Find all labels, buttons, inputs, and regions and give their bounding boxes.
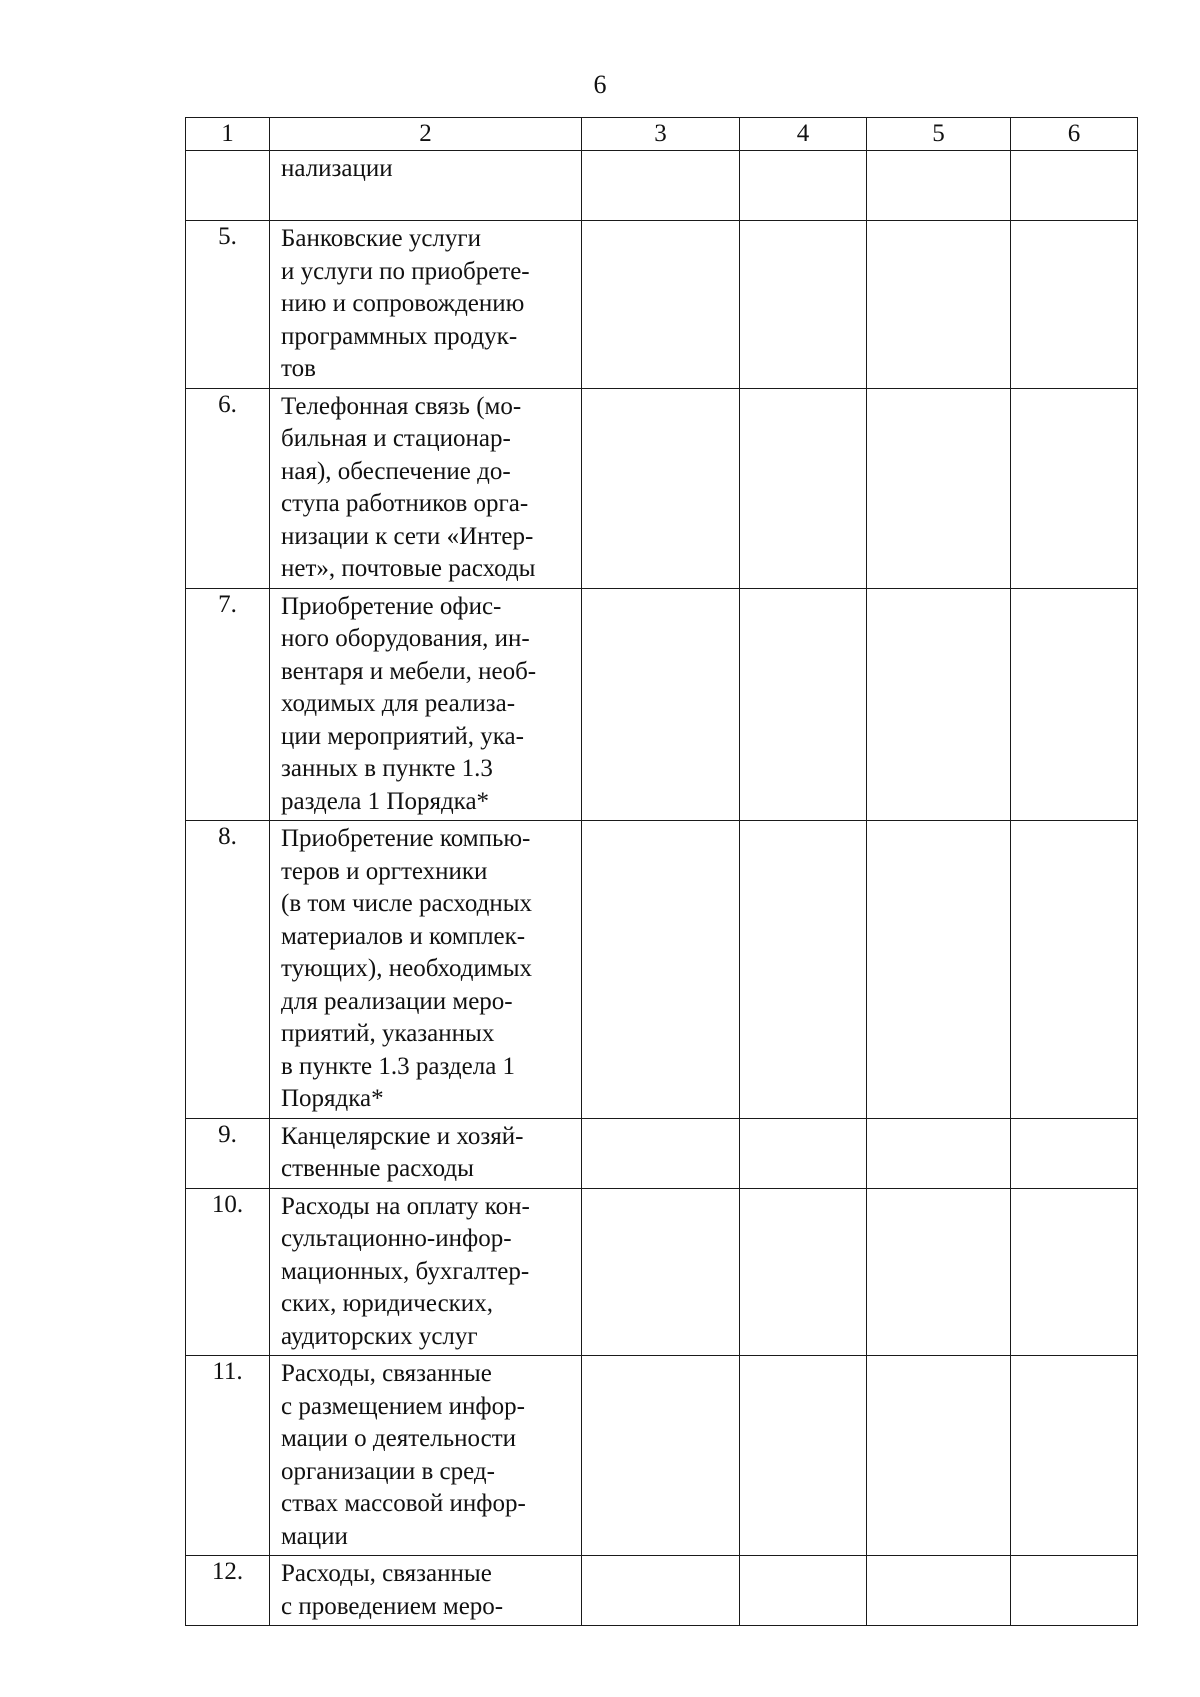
description-line: Приобретение офис- [281,592,502,620]
empty-cell-col-4 [740,151,867,221]
description-line: и услуги по приобрете- [281,257,530,285]
empty-cell-col-5 [867,1118,1011,1188]
empty-cell-col-5 [867,388,1011,588]
empty-cell-col-6 [1011,1118,1138,1188]
description-line: мации о деятельности [281,1425,516,1452]
expense-description [270,1556,582,1626]
description-line: Расходы, связанные [281,1360,492,1387]
description-line: для реализации меро- [281,987,513,1015]
empty-cell-col-4 [740,388,867,588]
description-line: низации к сети «Интер- [281,522,534,550]
description-line: ских, юридических, [281,1290,493,1317]
empty-cell-col-3 [582,821,740,1119]
empty-cell-col-3 [582,1118,740,1188]
table-row [186,1188,1138,1356]
description-line: мации [281,1522,348,1550]
expense-description [270,588,582,821]
description-line: нализации [281,155,393,182]
description-line: организации в сред- [281,1457,495,1485]
row-number: 12. [186,1556,270,1626]
description-line: Расходы на оплату кон- [281,1192,530,1220]
description-line: ствах массовой инфор- [281,1490,526,1517]
empty-cell-col-3 [582,221,740,389]
empty-cell-col-4 [740,588,867,821]
description-line: ного оборудования, ин- [281,625,530,652]
empty-cell-col-6 [1011,388,1138,588]
table-row [186,1118,1138,1188]
page-number: 6 [593,70,607,99]
empty-cell-col-6 [1011,821,1138,1119]
empty-cell-col-3 [582,388,740,588]
description-line: бильная и стационар- [281,425,511,452]
empty-cell-col-6 [1011,1556,1138,1626]
empty-cell-col-6 [1011,1188,1138,1356]
header-col-6: 6 [1011,118,1138,151]
row-number: 5. [186,221,270,389]
row-number: 7. [186,588,270,821]
empty-cell-col-6 [1011,221,1138,389]
expense-description [270,151,582,221]
description-line: приятий, указанных [281,1020,495,1047]
empty-cell-col-4 [740,821,867,1119]
description-line: ходимых для реализа- [281,690,516,717]
empty-cell-col-3 [582,1188,740,1356]
expense-description [270,1188,582,1356]
table-row [186,388,1138,588]
table-body [186,118,1138,1626]
description-line: тов [281,355,316,382]
description-line: материалов и комплек- [281,922,526,950]
description-line: Канцелярские и хозяй- [281,1122,524,1150]
empty-cell-col-4 [740,1188,867,1356]
empty-cell-col-5 [867,1356,1011,1556]
empty-cell-col-5 [867,1556,1011,1626]
header-col-5: 5 [867,118,1011,151]
header-col-2: 2 [270,118,582,151]
description-line: тующих), необходимых [281,955,533,982]
description-line: ственные расходы [281,1155,474,1182]
header-col-4: 4 [740,118,867,151]
description-line: вентаря и мебели, необ- [281,657,537,685]
description-line: программных продук- [281,322,518,350]
description-line: в пункте 1.3 раздела 1 [281,1052,516,1080]
expense-description [270,388,582,588]
empty-cell-col-3 [582,151,740,221]
empty-cell-col-6 [1011,588,1138,821]
empty-cell-col-6 [1011,151,1138,221]
row-number: 9. [186,1118,270,1188]
empty-cell-col-4 [740,1118,867,1188]
table-row [186,221,1138,389]
description-line: Порядка* [281,1085,384,1112]
expense-table [185,117,1138,1626]
expense-description [270,221,582,389]
description-line: Приобретение компью- [281,825,531,852]
row-number: 10. [186,1188,270,1356]
table-row [186,151,1138,221]
empty-cell-col-4 [740,221,867,389]
description-line: (в том числе расходных [281,890,533,917]
description-line: теров и оргтехники [281,857,488,885]
description-line: аудиторских услуг [281,1322,478,1350]
header-col-1: 1 [186,118,270,151]
row-number: 8. [186,821,270,1119]
expense-description [270,1118,582,1188]
empty-cell-col-5 [867,821,1011,1119]
table-row [186,588,1138,821]
header-col-3: 3 [582,118,740,151]
description-line: нию и сопровождению [281,290,525,317]
empty-cell-col-4 [740,1356,867,1556]
row-number [186,151,270,221]
empty-cell-col-5 [867,1188,1011,1356]
empty-cell-col-3 [582,1356,740,1556]
description-line: сультационно-инфор- [281,1225,512,1252]
row-number: 11. [186,1356,270,1556]
description-line: занных в пункте 1.3 [281,755,493,782]
table-row [186,1556,1138,1626]
table-header-row [186,118,1138,151]
row-number: 6. [186,388,270,588]
empty-cell-col-3 [582,588,740,821]
description-line: мационных, бухгалтер- [281,1257,530,1285]
empty-cell-col-6 [1011,1356,1138,1556]
expense-description [270,821,582,1119]
empty-cell-col-4 [740,1556,867,1626]
description-line: Банковские услуги [281,225,482,252]
table-row [186,1356,1138,1556]
expense-description [270,1356,582,1556]
description-line: раздела 1 Порядка* [281,787,490,815]
description-line: с проведением меро- [281,1592,504,1620]
empty-cell-col-5 [867,151,1011,221]
description-line: нет», почтовые расходы [281,555,536,582]
description-line: ции мероприятий, ука- [281,722,524,750]
description-line: ступа работников орга- [281,490,529,517]
empty-cell-col-3 [582,1556,740,1626]
empty-cell-col-5 [867,221,1011,389]
description-line: Телефонная связь (мо- [281,392,522,420]
table-row [186,821,1138,1119]
empty-cell-col-5 [867,588,1011,821]
description-line: Расходы, связанные [281,1560,492,1587]
description-line: ная), обеспечение до- [281,457,511,485]
description-line [281,186,573,219]
description-line: с размещением инфор- [281,1392,525,1420]
